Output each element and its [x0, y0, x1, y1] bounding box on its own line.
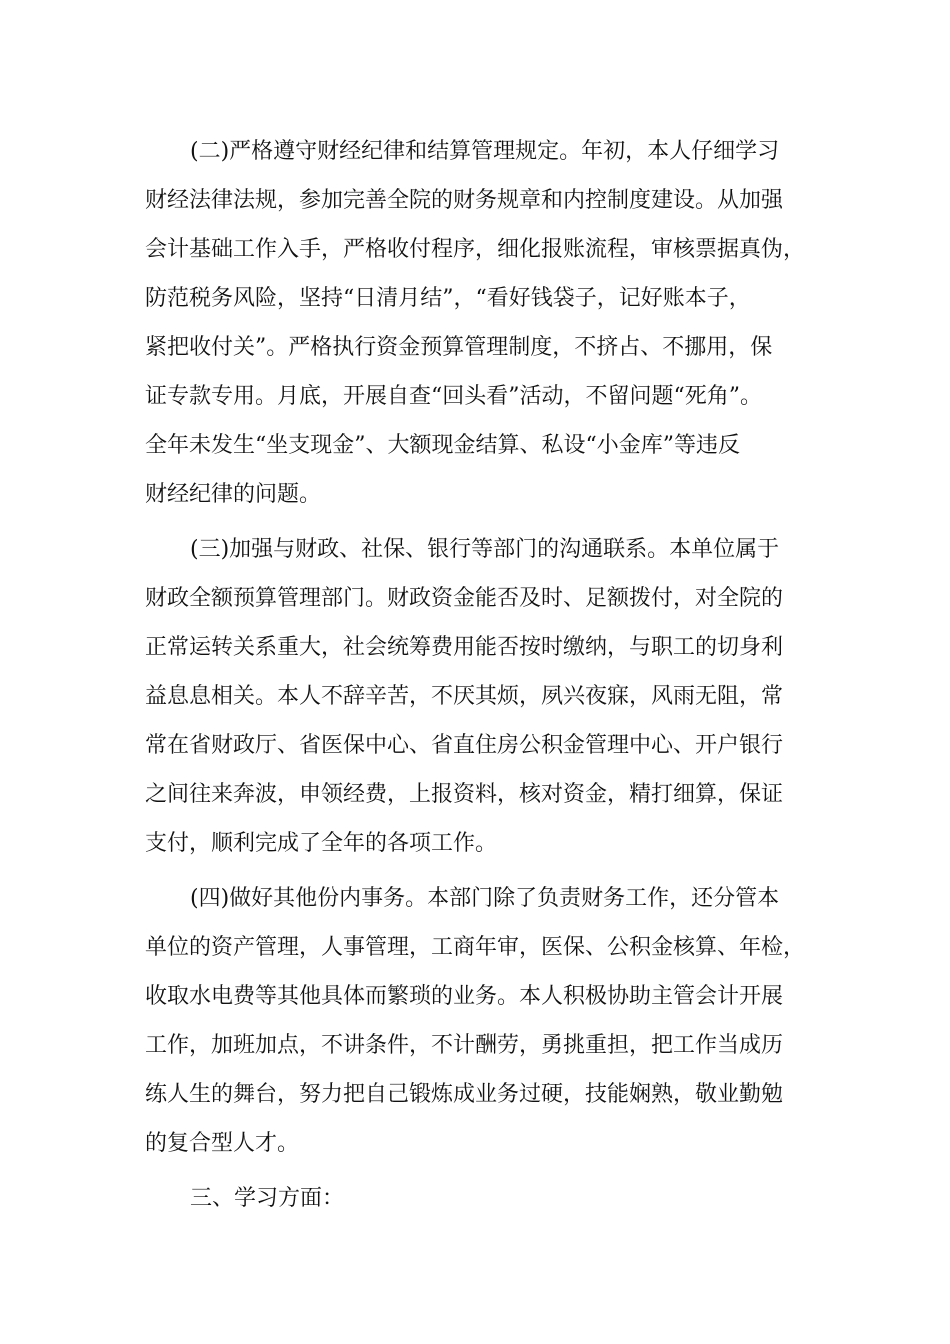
paragraph-line: 支付，顺利完成了全年的各项工作。: [145, 831, 498, 856]
paragraph-line: 工作，加班加点，不讲条件，不计酬劳，勇挑重担，把工作当成历: [145, 1033, 784, 1058]
paragraph-line: 的复合型人才。: [145, 1131, 300, 1156]
paragraph-line: 练人生的舞台，努力把自己锻炼成业务过硬，技能娴熟，敬业勤勉: [145, 1082, 784, 1107]
paragraph-line: (三)加强与财政、社保、银行等部门的沟通联系。本单位属于: [190, 537, 780, 562]
paragraph-line: 全年未发生“坐支现金”、大额现金结算、私设“小金库”等违反: [145, 433, 740, 458]
paragraph-line: 收取水电费等其他具体而繁琐的业务。本人积极协助主管会计开展: [145, 984, 784, 1009]
paragraph-line: 益息息相关。本人不辞辛苦，不厌其烦，夙兴夜寐，风雨无阻，常: [145, 684, 784, 709]
paragraph-line: 会计基础工作入手，严格收付程序，细化报账流程，审核票据真伪，: [145, 237, 806, 262]
section-heading: 三、学习方面：: [190, 1186, 345, 1211]
paragraph-line: (二)严格遵守财经纪律和结算管理规定。年初，本人仔细学习: [190, 139, 780, 164]
paragraph-line: 财经纪律的问题。: [145, 482, 322, 507]
paragraph-line: 单位的资产管理，人事管理，工商年审，医保、公积金核算、年检，: [145, 935, 806, 960]
paragraph-line: 财政全额预算管理部门。财政资金能否及时、足额拨付，对全院的: [145, 586, 784, 611]
paragraph-line: 紧把收付关”。严格执行资金预算管理制度，不挤占、不挪用，保: [145, 335, 773, 360]
paragraph-line: 防范税务风险，坚持“日清月结”，“看好钱袋子，记好账本子，: [145, 286, 751, 311]
paragraph-line: (四)做好其他份内事务。本部门除了负责财务工作，还分管本: [190, 886, 780, 911]
paragraph-line: 之间往来奔波，申领经费，上报资料，核对资金，精打细算，保证: [145, 782, 784, 807]
paragraph-line: 正常运转关系重大，社会统筹费用能否按时缴纳，与职工的切身利: [145, 635, 784, 660]
paragraph-line: 财经法律法规，参加完善全院的财务规章和内控制度建设。从加强: [145, 188, 784, 213]
paragraph-line: 证专款专用。月底，开展自查“回头看”活动，不留问题“死角”。: [145, 384, 762, 409]
paragraph-line: 常在省财政厅、省医保中心、省直住房公积金管理中心、开户银行: [145, 733, 784, 758]
